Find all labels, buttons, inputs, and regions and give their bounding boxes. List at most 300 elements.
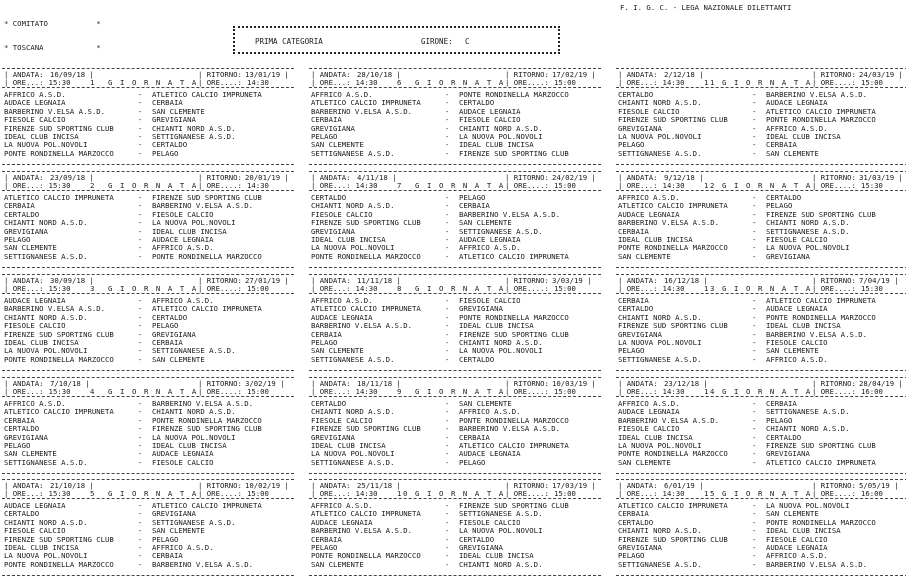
home-team: CERBAIA	[311, 534, 342, 544]
away-team: SAN CLEMENTE	[766, 509, 819, 519]
away-team: AUDACE LEGNAIA	[152, 449, 214, 459]
away-team: ATLETICO CALCIO IMPRUNETA	[152, 304, 262, 314]
home-team: FIRENZE SUD SPORTING CLUB	[4, 329, 114, 339]
ritorno-label: | RITORNO:	[812, 379, 856, 388]
home-team: FIESOLE CALCIO	[618, 106, 680, 116]
home-team: AUDACE LEGNAIA	[618, 407, 680, 417]
andata-date: 23/12/18 |	[664, 379, 708, 388]
giornata-title: 13 G I O R N A T A	[704, 284, 812, 293]
match-row	[616, 339, 906, 347]
match-separator: -	[445, 312, 450, 322]
home-team: SAN CLEMENTE	[4, 243, 57, 253]
away-team: BARBERINO V.ELSA A.S.D.	[459, 424, 561, 434]
away-team: FIRENZE SUD SPORTING CLUB	[459, 329, 569, 339]
away-team: PONTE RONDINELLA MARZOCCO	[766, 312, 876, 322]
home-team: PELAGO	[618, 346, 645, 356]
home-team: CHIANTI NORD A.S.D.	[618, 98, 702, 108]
away-team: CERTALDO	[766, 193, 802, 202]
match-separator: -	[445, 424, 450, 434]
andata-date: 11/11/18 |	[357, 276, 401, 285]
match-list	[309, 191, 601, 268]
andata-label: | ANDATA:	[618, 379, 658, 388]
home-team: AFFRICO A.S.D.	[618, 193, 680, 202]
away-team: CERBAIA	[766, 399, 797, 408]
away-team: FIRENZE SUD SPORTING CLUB	[766, 209, 876, 219]
away-team: SAN CLEMENTE	[152, 354, 205, 364]
round-header	[2, 171, 294, 191]
away-team: LA NUOVA POL.NOVOLI	[459, 526, 543, 536]
match-row	[2, 434, 294, 442]
match-list	[616, 88, 906, 165]
away-team: PONTE RONDINELLA MARZOCCO	[152, 251, 262, 261]
round-block	[309, 68, 601, 168]
round-header	[309, 479, 601, 499]
giornata-title: 9 G I O R N A T A	[397, 387, 505, 396]
match-separator: -	[445, 534, 450, 544]
home-team: SAN CLEMENTE	[311, 559, 364, 569]
round-block	[2, 274, 294, 374]
andata-time-label: | ORE...:	[311, 181, 351, 190]
match-separator: -	[752, 501, 757, 510]
home-team: CERBAIA	[311, 329, 342, 339]
away-team: AFFRICO A.S.D.	[459, 407, 521, 417]
giornata-title: 7 G I O R N A T A	[397, 181, 505, 190]
home-team: LA NUOVA POL.NOVOLI	[4, 551, 88, 561]
match-row	[2, 228, 294, 236]
home-team: AFFRICO A.S.D.	[4, 399, 66, 408]
away-team: PELAGO	[766, 201, 793, 211]
away-team: BARBERINO V.ELSA A.S.D.	[459, 209, 561, 219]
ritorno-time-label: | ORE....:	[198, 181, 242, 190]
home-team: SETTIGNANESE A.S.D.	[618, 148, 702, 158]
away-team: IDEAL CLUB INCISA	[459, 321, 534, 331]
ritorno-time-value: 15:00	[553, 284, 576, 293]
away-team: CERTALDO	[766, 432, 802, 442]
home-team: GREVIGIANA	[311, 226, 355, 236]
away-team: ATLETICO CALCIO IMPRUNETA	[152, 501, 262, 510]
ritorno-label: | RITORNO:	[505, 276, 549, 285]
away-team: FIRENZE SUD SPORTING CLUB	[459, 501, 569, 510]
match-row	[616, 356, 906, 364]
away-team: LA NUOVA POL.NOVOLI	[766, 501, 850, 510]
match-separator: -	[752, 321, 757, 331]
andata-time-label: | ORE...:	[4, 181, 44, 190]
home-team: LA NUOVA POL.NOVOLI	[311, 449, 395, 459]
ritorno-time	[505, 490, 576, 498]
home-team: PONTE RONDINELLA MARZOCCO	[618, 243, 728, 253]
match-separator: -	[138, 296, 143, 305]
home-team: CERTALDO	[311, 399, 347, 408]
away-team: LA NUOVA POL.NOVOLI	[152, 218, 236, 228]
home-team: AUDACE LEGNAIA	[4, 501, 66, 510]
home-team: FIESOLE CALCIO	[311, 415, 373, 425]
ritorno-time-value: 15:00	[246, 284, 269, 293]
ritorno-time	[198, 182, 269, 190]
match-row	[309, 561, 601, 569]
away-team: CERBAIA	[152, 98, 183, 108]
away-team: SAN CLEMENTE	[459, 399, 512, 408]
andata-date: 30/09/18 |	[50, 276, 94, 285]
match-row	[309, 459, 601, 467]
andata-date: 9/12/18 |	[664, 173, 704, 182]
match-list	[2, 294, 294, 371]
ritorno-date: 27/01/19 |	[245, 276, 289, 285]
match-separator: -	[445, 526, 450, 536]
match-separator: -	[138, 449, 143, 459]
ritorno-label: | RITORNO:	[812, 276, 856, 285]
home-team: PELAGO	[618, 140, 645, 150]
ritorno-time-value: 16:00	[860, 387, 883, 396]
away-team: AFFRICO A.S.D.	[766, 354, 828, 364]
match-separator: -	[752, 209, 757, 219]
andata-time	[311, 490, 378, 498]
away-team: FIESOLE CALCIO	[766, 234, 828, 244]
home-team: GREVIGIANA	[4, 226, 48, 236]
andata-time	[311, 79, 378, 87]
home-team: SAN CLEMENTE	[311, 140, 364, 150]
match-list	[309, 88, 601, 165]
home-team: IDEAL CLUB INCISA	[618, 234, 693, 244]
round-header	[616, 479, 906, 499]
match-separator: -	[752, 346, 757, 356]
match-separator: -	[138, 131, 143, 141]
ritorno-label: | RITORNO:	[505, 70, 549, 79]
ritorno-time	[505, 182, 576, 190]
andata-time-label: | ORE...:	[618, 387, 658, 396]
ritorno-date: 10/03/19 |	[552, 379, 596, 388]
away-team: CERTALDO	[459, 98, 495, 108]
home-team: PELAGO	[311, 337, 338, 347]
andata-time-value: 14:30	[662, 181, 685, 190]
match-separator: -	[752, 399, 757, 408]
match-separator: -	[445, 399, 450, 408]
ritorno-time-value: 15:00	[553, 78, 576, 87]
andata-time-label: | ORE...:	[4, 387, 44, 396]
andata-label: | ANDATA:	[618, 173, 658, 182]
home-team: LA NUOVA POL.NOVOLI	[618, 337, 702, 347]
home-team: GREVIGIANA	[618, 123, 662, 133]
away-team: CERBAIA	[152, 551, 183, 561]
match-separator: -	[138, 399, 143, 408]
match-separator: -	[445, 115, 450, 125]
home-team: AUDACE LEGNAIA	[311, 517, 373, 527]
giornata-title: 5 G I O R N A T A	[90, 489, 198, 498]
home-team: AUDACE LEGNAIA	[4, 296, 66, 305]
home-team: PELAGO	[311, 131, 338, 141]
home-team: SETTIGNANESE A.S.D.	[4, 457, 88, 467]
ritorno-label: | RITORNO:	[812, 173, 856, 182]
home-team: BARBERINO V.ELSA A.S.D.	[4, 106, 106, 116]
ritorno-time	[505, 79, 576, 87]
ritorno-date: 17/02/19 |	[552, 70, 596, 79]
away-team: SAN CLEMENTE	[766, 346, 819, 356]
home-team: CERBAIA	[618, 509, 649, 519]
andata-time-label: | ORE...:	[311, 78, 351, 87]
home-team: SETTIGNANESE A.S.D.	[618, 559, 702, 569]
home-team: CERBAIA	[618, 226, 649, 236]
ritorno-time	[198, 490, 269, 498]
committee-header	[4, 4, 101, 60]
match-list	[616, 499, 906, 576]
away-team: CHIANTI NORD A.S.D.	[152, 407, 236, 417]
match-separator: -	[138, 201, 143, 211]
match-separator: -	[445, 321, 450, 331]
match-separator: -	[752, 226, 757, 236]
ritorno-time-value: 15:00	[860, 78, 883, 87]
ritorno-time-label: | ORE....:	[505, 78, 549, 87]
giornata-title: 1 G I O R N A T A	[90, 78, 198, 87]
giornata-title: 6 G I O R N A T A	[397, 78, 505, 87]
ritorno-time-label: | ORE....:	[812, 284, 856, 293]
andata-date: 4/11/18 |	[357, 173, 397, 182]
andata-time	[311, 182, 378, 190]
home-team: CERTALDO	[618, 90, 654, 99]
category-name: PRIMA CATEGORIA	[255, 37, 323, 46]
home-team: FIESOLE CALCIO	[4, 526, 66, 536]
round-header	[616, 171, 906, 191]
match-separator: -	[138, 440, 143, 450]
match-row	[2, 502, 294, 510]
ritorno-time	[198, 79, 269, 87]
andata-time-value: 14:30	[355, 489, 378, 498]
andata-date: 7/10/18 |	[50, 379, 90, 388]
home-team: CHIANTI NORD A.S.D.	[618, 526, 702, 536]
match-row	[2, 150, 294, 158]
match-separator: -	[752, 131, 757, 141]
ritorno-time-label: | ORE....:	[198, 489, 242, 498]
home-team: PONTE RONDINELLA MARZOCCO	[311, 251, 421, 261]
andata-date: 21/10/18 |	[50, 481, 94, 490]
away-team: PONTE RONDINELLA MARZOCCO	[459, 90, 569, 99]
match-separator: -	[138, 354, 143, 364]
ritorno-time	[505, 388, 576, 396]
match-separator: -	[752, 234, 757, 244]
home-team: AFFRICO A.S.D.	[311, 501, 373, 510]
match-separator: -	[752, 329, 757, 339]
andata-time	[311, 388, 378, 396]
away-team: FIESOLE CALCIO	[459, 517, 521, 527]
home-team: CERBAIA	[4, 415, 35, 425]
category-box	[233, 26, 560, 54]
home-team: FIESOLE CALCIO	[4, 321, 66, 331]
away-team: BARBERINO V.ELSA A.S.D.	[152, 399, 254, 408]
ritorno-date: 20/01/19 |	[245, 173, 289, 182]
match-separator: -	[752, 424, 757, 434]
andata-label: | ANDATA:	[618, 276, 658, 285]
round-header	[2, 274, 294, 294]
giornata-title: 14 G I O R N A T A	[704, 387, 812, 396]
away-team: CHIANTI NORD A.S.D.	[152, 123, 236, 133]
andata-time-value: 15:30	[48, 181, 71, 190]
match-separator: -	[752, 201, 757, 211]
match-row	[2, 202, 294, 210]
away-team: BARBERINO V.ELSA A.S.D.	[152, 559, 254, 569]
home-team: ATLETICO CALCIO IMPRUNETA	[618, 201, 728, 211]
match-separator: -	[752, 243, 757, 253]
match-separator: -	[752, 559, 757, 569]
andata-time	[4, 79, 71, 87]
andata-label: | ANDATA:	[4, 173, 44, 182]
away-team: AFFRICO A.S.D.	[152, 243, 214, 253]
home-team: CERTALDO	[618, 304, 654, 314]
match-row	[616, 297, 906, 305]
home-team: ATLETICO CALCIO IMPRUNETA	[311, 509, 421, 519]
home-team: BARBERINO V.ELSA A.S.D.	[311, 106, 413, 116]
match-row	[616, 133, 906, 141]
match-separator: -	[138, 337, 143, 347]
away-team: FIESOLE CALCIO	[459, 296, 521, 305]
round-header	[309, 377, 601, 397]
away-team: BARBERINO V.ELSA A.S.D.	[766, 559, 868, 569]
ritorno-label: | RITORNO:	[198, 379, 242, 388]
away-team: SAN CLEMENTE	[152, 106, 205, 116]
away-team: AUDACE LEGNAIA	[459, 449, 521, 459]
match-list	[616, 191, 906, 268]
ritorno-date: 17/03/19 |	[552, 481, 596, 490]
federation-header: F. I. G. C. - LEGA NAZIONALE DILETTANTI	[620, 3, 792, 12]
away-team: LA NUOVA POL.NOVOLI	[766, 243, 850, 253]
match-separator: -	[445, 123, 450, 133]
away-team: IDEAL CLUB INCISA	[152, 226, 227, 236]
away-team: FIRENZE SUD SPORTING CLUB	[152, 424, 262, 434]
home-team: BARBERINO V.ELSA A.S.D.	[311, 526, 413, 536]
match-separator: -	[445, 90, 450, 99]
round-header	[2, 68, 294, 88]
away-team: SAN CLEMENTE	[766, 148, 819, 158]
match-separator: -	[138, 321, 143, 331]
away-team: CHIANTI NORD A.S.D.	[459, 123, 543, 133]
girone-value: C	[465, 37, 470, 46]
ritorno-label: | RITORNO:	[198, 276, 242, 285]
match-row	[616, 561, 906, 569]
away-team: LA NUOVA POL.NOVOLI	[459, 131, 543, 141]
andata-time-label: | ORE...:	[618, 78, 658, 87]
match-separator: -	[138, 534, 143, 544]
away-team: CERTALDO	[152, 312, 188, 322]
home-team: GREVIGIANA	[4, 432, 48, 442]
away-team: FIRENZE SUD SPORTING CLUB	[152, 193, 262, 202]
home-team: CERBAIA	[311, 115, 342, 125]
match-separator: -	[752, 517, 757, 527]
match-row	[616, 544, 906, 552]
ritorno-date: 24/02/19 |	[552, 173, 596, 182]
ritorno-date: 3/03/19 |	[552, 276, 592, 285]
away-team: PONTE RONDINELLA MARZOCCO	[766, 115, 876, 125]
giornata-title: 11 G I O R N A T A	[704, 78, 812, 87]
ritorno-label: | RITORNO:	[505, 173, 549, 182]
ritorno-time-value: 14:30	[246, 78, 269, 87]
home-team: FIRENZE SUD SPORTING CLUB	[311, 424, 421, 434]
away-team: AFFRICO A.S.D.	[152, 296, 214, 305]
andata-time	[311, 285, 378, 293]
ritorno-time-value: 15:30	[860, 181, 883, 190]
away-team: SETTIGNANESE A.S.D.	[459, 509, 543, 519]
home-team: FIESOLE CALCIO	[4, 115, 66, 125]
match-separator: -	[752, 551, 757, 561]
ritorno-time	[812, 285, 883, 293]
match-separator: -	[138, 209, 143, 219]
match-row	[616, 150, 906, 158]
match-separator: -	[752, 106, 757, 116]
home-team: BARBERINO V.ELSA A.S.D.	[311, 321, 413, 331]
match-separator: -	[445, 193, 450, 202]
away-team: CERBAIA	[766, 140, 797, 150]
away-team: CERBAIA	[459, 201, 490, 211]
home-team: IDEAL CLUB INCISA	[4, 337, 79, 347]
home-team: FIRENZE SUD SPORTING CLUB	[4, 534, 114, 544]
away-team: CHIANTI NORD A.S.D.	[766, 424, 850, 434]
match-separator: -	[445, 251, 450, 261]
away-team: CERTALDO	[459, 534, 495, 544]
home-team: CHIANTI NORD A.S.D.	[311, 407, 395, 417]
andata-time-value: 14:30	[662, 78, 685, 87]
ritorno-label: | RITORNO:	[812, 481, 856, 490]
ritorno-time-value: 15:30	[860, 284, 883, 293]
home-team: IDEAL CLUB INCISA	[311, 234, 386, 244]
andata-label: | ANDATA:	[4, 70, 44, 79]
match-row	[309, 536, 601, 544]
andata-time-value: 14:30	[662, 387, 685, 396]
home-team: AUDACE LEGNAIA	[618, 209, 680, 219]
andata-time-value: 15:30	[48, 78, 71, 87]
away-team: PONTE RONDINELLA MARZOCCO	[459, 415, 569, 425]
away-team: SETTIGNANESE A.S.D.	[152, 346, 236, 356]
home-team: GREVIGIANA	[311, 123, 355, 133]
ritorno-time-value: 14:30	[246, 181, 269, 190]
home-team: FIESOLE CALCIO	[618, 424, 680, 434]
home-team: SETTIGNANESE A.S.D.	[618, 354, 702, 364]
match-row	[616, 502, 906, 510]
ritorno-time	[812, 79, 883, 87]
ritorno-time	[198, 285, 269, 293]
away-team: CHIANTI NORD A.S.D.	[459, 337, 543, 347]
away-team: FIRENZE SUD SPORTING CLUB	[459, 148, 569, 158]
home-team: SETTIGNANESE A.S.D.	[311, 148, 395, 158]
round-header	[616, 377, 906, 397]
home-team: PONTE RONDINELLA MARZOCCO	[4, 559, 114, 569]
match-separator: -	[445, 140, 450, 150]
committee-line-1: * COMITATO *	[4, 19, 101, 28]
home-team: PELAGO	[311, 542, 338, 552]
away-team: FIESOLE CALCIO	[766, 337, 828, 347]
ritorno-time-label: | ORE....:	[505, 284, 549, 293]
match-list	[309, 294, 601, 371]
away-team: IDEAL CLUB INCISA	[766, 131, 841, 141]
match-separator: -	[752, 440, 757, 450]
andata-date: 28/10/18 |	[357, 70, 401, 79]
match-separator: -	[752, 115, 757, 125]
match-row	[616, 253, 906, 261]
home-team: PONTE RONDINELLA MARZOCCO	[311, 551, 421, 561]
ritorno-label: | RITORNO:	[198, 173, 242, 182]
giornata-title: 3 G I O R N A T A	[90, 284, 198, 293]
match-separator: -	[752, 449, 757, 459]
match-separator: -	[445, 131, 450, 141]
andata-label: | ANDATA:	[4, 379, 44, 388]
match-separator: -	[138, 432, 143, 442]
home-team: PELAGO	[618, 551, 645, 561]
round-block	[309, 274, 601, 374]
ritorno-time-value: 15:00	[553, 489, 576, 498]
away-team: AUDACE LEGNAIA	[152, 234, 214, 244]
away-team: PELAGO	[152, 534, 179, 544]
round-block	[616, 479, 906, 579]
round-block	[616, 171, 906, 271]
match-list	[309, 397, 601, 474]
home-team: FIRENZE SUD SPORTING CLUB	[618, 115, 728, 125]
away-team: SETTIGNANESE A.S.D.	[766, 226, 850, 236]
ritorno-time-label: | ORE....:	[198, 78, 242, 87]
